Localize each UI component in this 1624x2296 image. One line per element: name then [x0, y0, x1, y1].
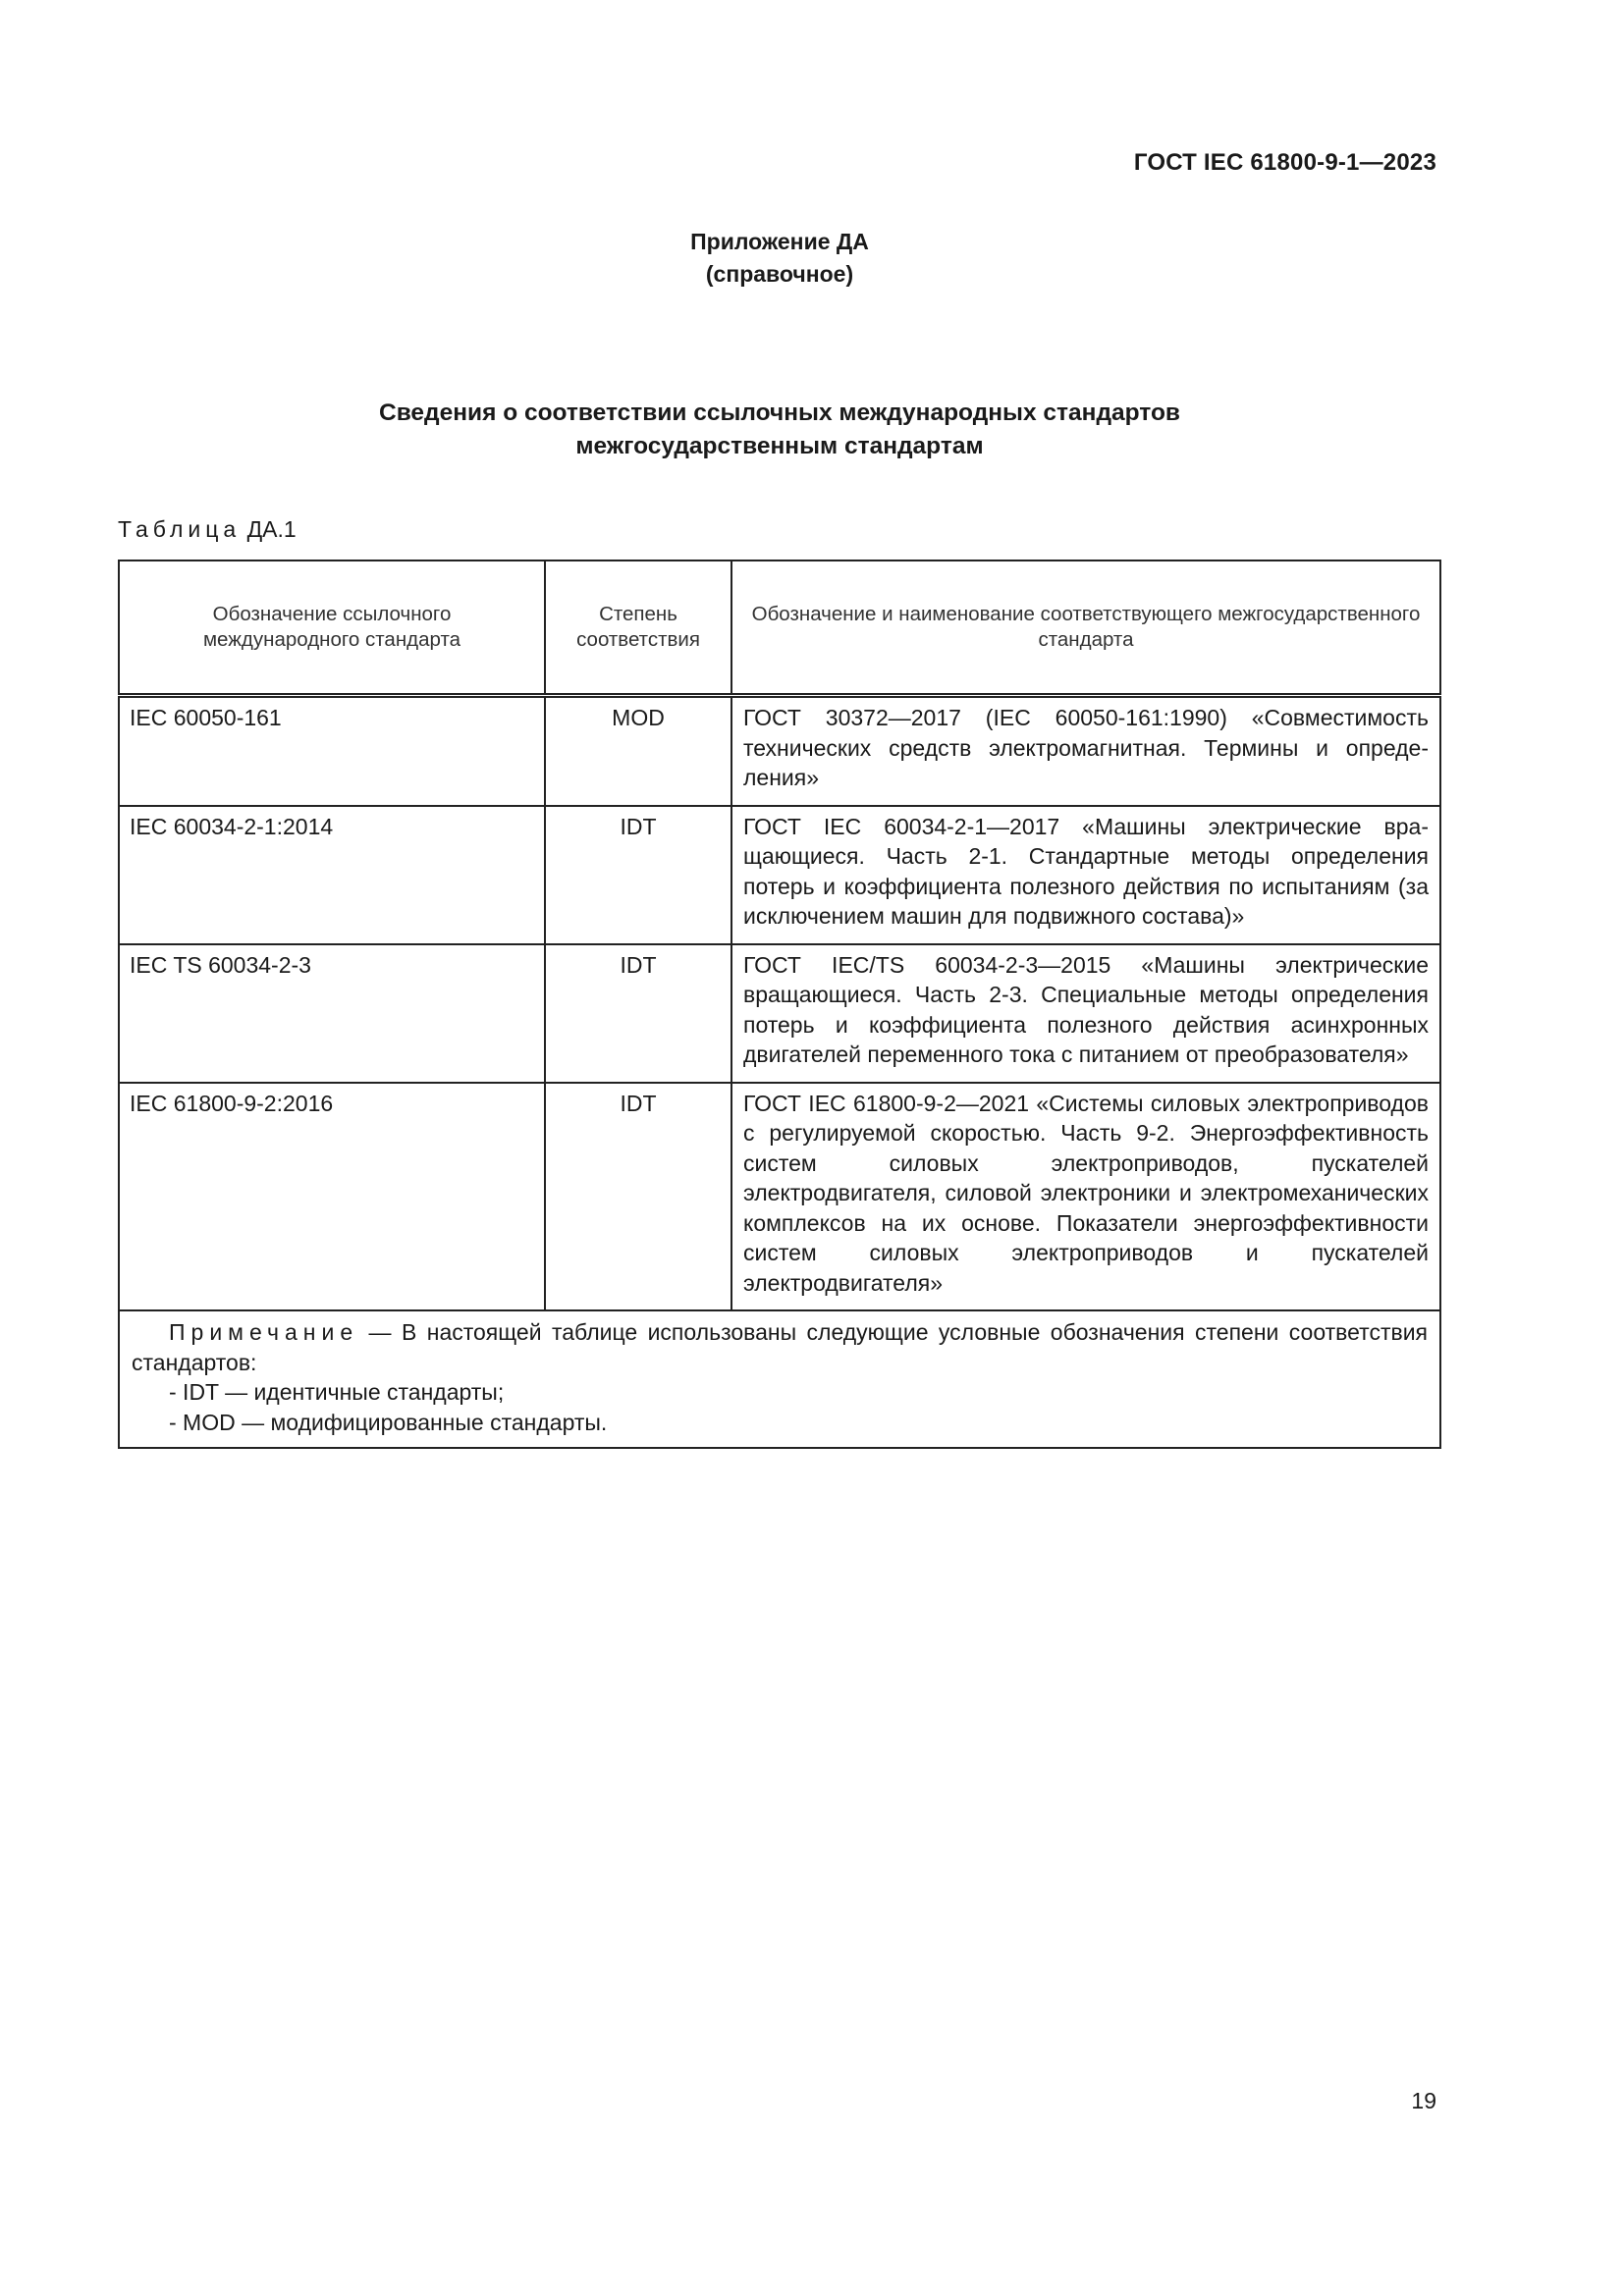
table-row	[119, 944, 1440, 1083]
note-item-idt: - IDT — идентичные стандарты;	[169, 1379, 505, 1405]
degree-cell: IDT	[545, 806, 731, 944]
page-number: 19	[1411, 2088, 1436, 2113]
reference-standard-cell: IEC 61800-9-2:2016	[119, 1083, 545, 1311]
interstate-standard-cell: ГОСТ IEC/TS 60034-2-3—2015 «Машины электрические вращающиеся. Часть 2-3. Специальные методы определения потерь и коэффициента полезного действия асинхронных двигателей переменного тока с питанием от преобразователя»	[731, 944, 1440, 1083]
table-row	[119, 696, 1440, 806]
table-note-row	[119, 1310, 1440, 1448]
table-row	[119, 1083, 1440, 1311]
reference-standard-cell: IEC 60050-161	[119, 696, 545, 806]
note-item-mod: - MOD — модифицированные стандарты.	[169, 1409, 608, 1435]
table-label-number: ДА.1	[246, 516, 297, 542]
annex-title: Приложение ДА	[690, 229, 869, 254]
header-reference-standard: Обозначение ссылочного международного стандарта	[119, 561, 545, 696]
note-text: — В настоящей таблице использованы следующие условные обозначения степени соответствия стандартов:	[132, 1319, 1428, 1375]
table-header-row	[119, 561, 1440, 696]
degree-cell: IDT	[545, 944, 731, 1083]
degree-cell: MOD	[545, 696, 731, 806]
annex-heading	[0, 226, 1559, 291]
header-interstate-standard: Обозначение и наименование соответствующего межгосударственного стандарта	[731, 561, 1440, 696]
degree-cell: IDT	[545, 1083, 731, 1311]
reference-standard-cell: IEC 60034-2-1:2014	[119, 806, 545, 944]
document-code: ГОСТ IEC 61800-9-1—2023	[1133, 149, 1436, 176]
section-title-line-2: межгосударственным стандартам	[575, 433, 984, 459]
interstate-standard-cell: ГОСТ 30372—2017 (IEC 60050-161:1990) «Совместимость технических средств электромагнитная. Термины и определения»	[731, 696, 1440, 806]
note-label: Примечание	[169, 1319, 359, 1345]
section-title	[0, 397, 1559, 463]
table-label-prefix: Таблица	[118, 516, 242, 542]
correspondence-table	[118, 560, 1441, 1449]
annex-subtitle: (справочное)	[705, 261, 854, 287]
table-row	[119, 806, 1440, 944]
table-label	[118, 516, 297, 543]
section-title-line-1: Сведения о соответствии ссылочных международных стандартов	[379, 400, 1180, 426]
interstate-standard-cell: ГОСТ IEC 61800-9-2—2021 «Системы силовых электроприводов с регулируемой скоростью. Часть 9-2. Энергоэффективность систем силовых электроприводов, пускателей электродвигателя, силовой электроники и электромеханических комплексов на их основе. Показатели энергоэффективности систем силовых электроприводов и пускателей электродвигателя»	[731, 1083, 1440, 1311]
table-note	[119, 1310, 1440, 1448]
header-degree: Степень соответствия	[545, 561, 731, 696]
interstate-standard-cell: ГОСТ IEC 60034-2-1—2017 «Машины электрические вращающиеся. Часть 2-1. Стандартные методы определения потерь и коэффициента полезного действия по испытаниям (за исключением машин для подвижного состава)»	[731, 806, 1440, 944]
reference-standard-cell: IEC TS 60034-2-3	[119, 944, 545, 1083]
